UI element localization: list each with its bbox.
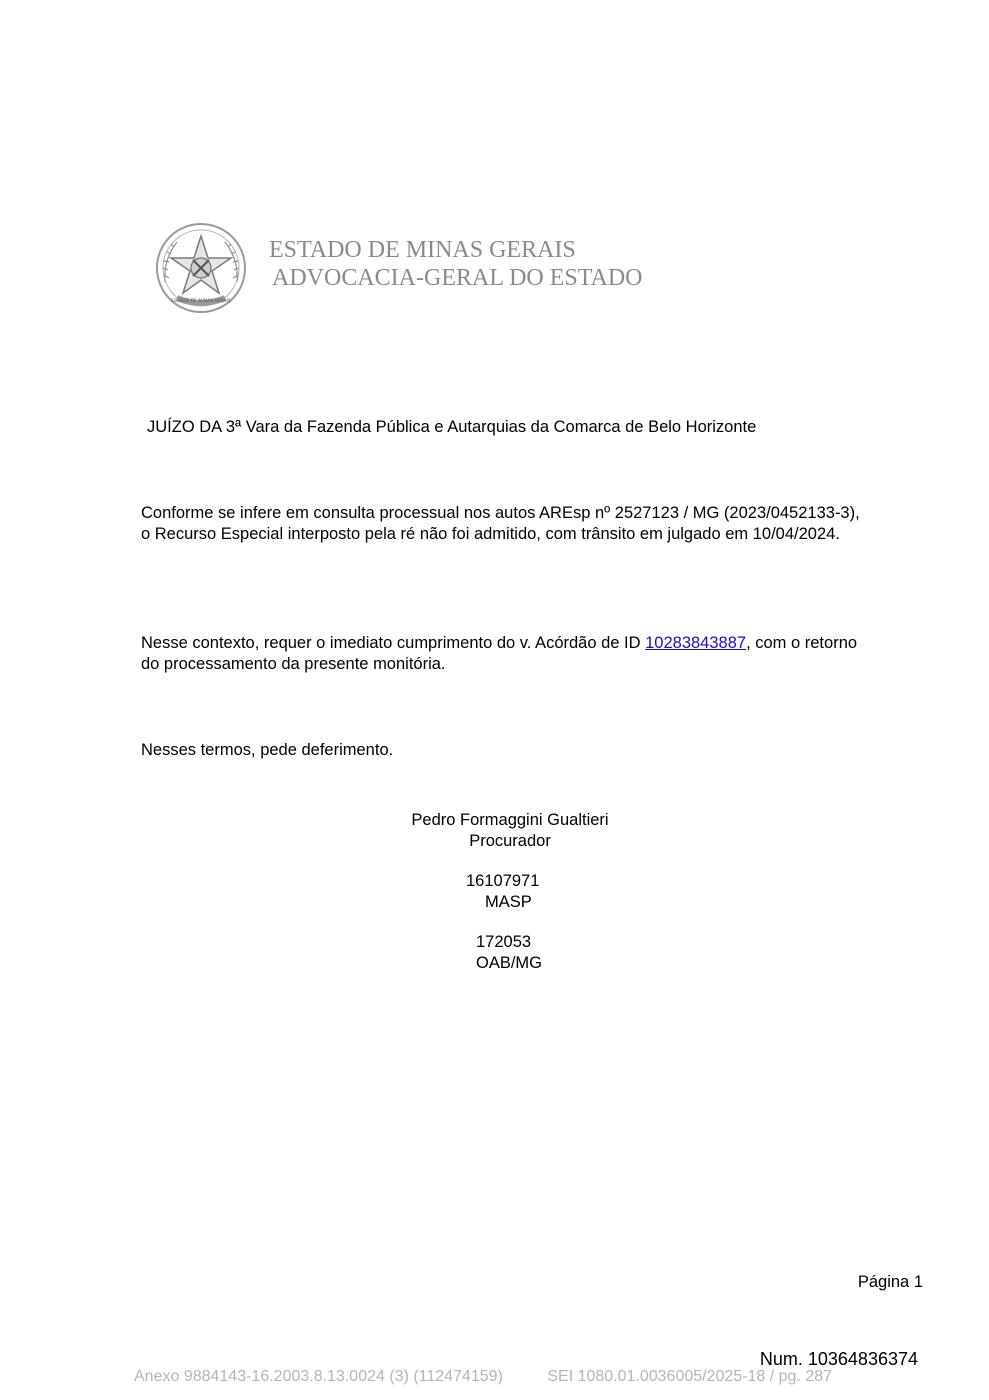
signer-name: Pedro Formaggini Gualtieri	[411, 811, 609, 829]
closing-statement: Nesses termos, pede deferimento.	[141, 741, 394, 759]
state-name: ESTADO DE MINAS GERAIS	[269, 237, 576, 263]
signer-role: Procurador	[469, 832, 551, 850]
paragraph-request	[141, 633, 871, 675]
oab-block	[476, 932, 542, 974]
annex-reference: Anexo 9884143-16.2003.8.13.0024 (3) (112474159)	[134, 1368, 503, 1385]
oab-label: OAB/MG	[476, 954, 543, 972]
masp-number: 16107971	[466, 872, 540, 890]
document-number: Num. 10364836374	[759, 1349, 918, 1369]
masp-block	[466, 871, 539, 913]
agency-name: ADVOCACIA-GERAL DO ESTADO	[272, 265, 643, 291]
footer-stamp	[134, 1368, 832, 1386]
sei-reference: SEI 1080.01.0036005/2025-18 / pg. 287	[547, 1368, 833, 1385]
request-text-end: , com o retorno do processamento da presente monitória.	[141, 634, 858, 673]
letterhead	[155, 222, 675, 314]
letterhead-title	[269, 236, 643, 292]
paragraph-trial-status: Conforme se infere em consulta processual nos autos AREsp nº 2527123 / MG (2023/0452133-3), o Recurso Especial interposto pela ré não foi admitido, com trânsito em julgado em 10/04/2024.	[141, 504, 860, 543]
page-number: Página 1	[857, 1273, 923, 1291]
court-addressee: JUÍZO DA 3ª Vara da Fazenda Pública e Autarquias da Comarca de Belo Horizonte	[147, 418, 757, 436]
oab-number: 172053	[476, 933, 532, 951]
svg-text:ESTADO DE MINAS GERAIS: ESTADO DE MINAS GERAIS	[171, 299, 231, 304]
masp-label: MASP	[485, 893, 532, 911]
request-text: Nesse contexto, requer o imediato cumprimento do v. Acórdão de ID	[141, 634, 646, 652]
state-coat-of-arms-seal	[155, 222, 247, 314]
judgment-id-link[interactable]: 10283843887	[645, 634, 747, 652]
signature-block	[300, 810, 720, 852]
